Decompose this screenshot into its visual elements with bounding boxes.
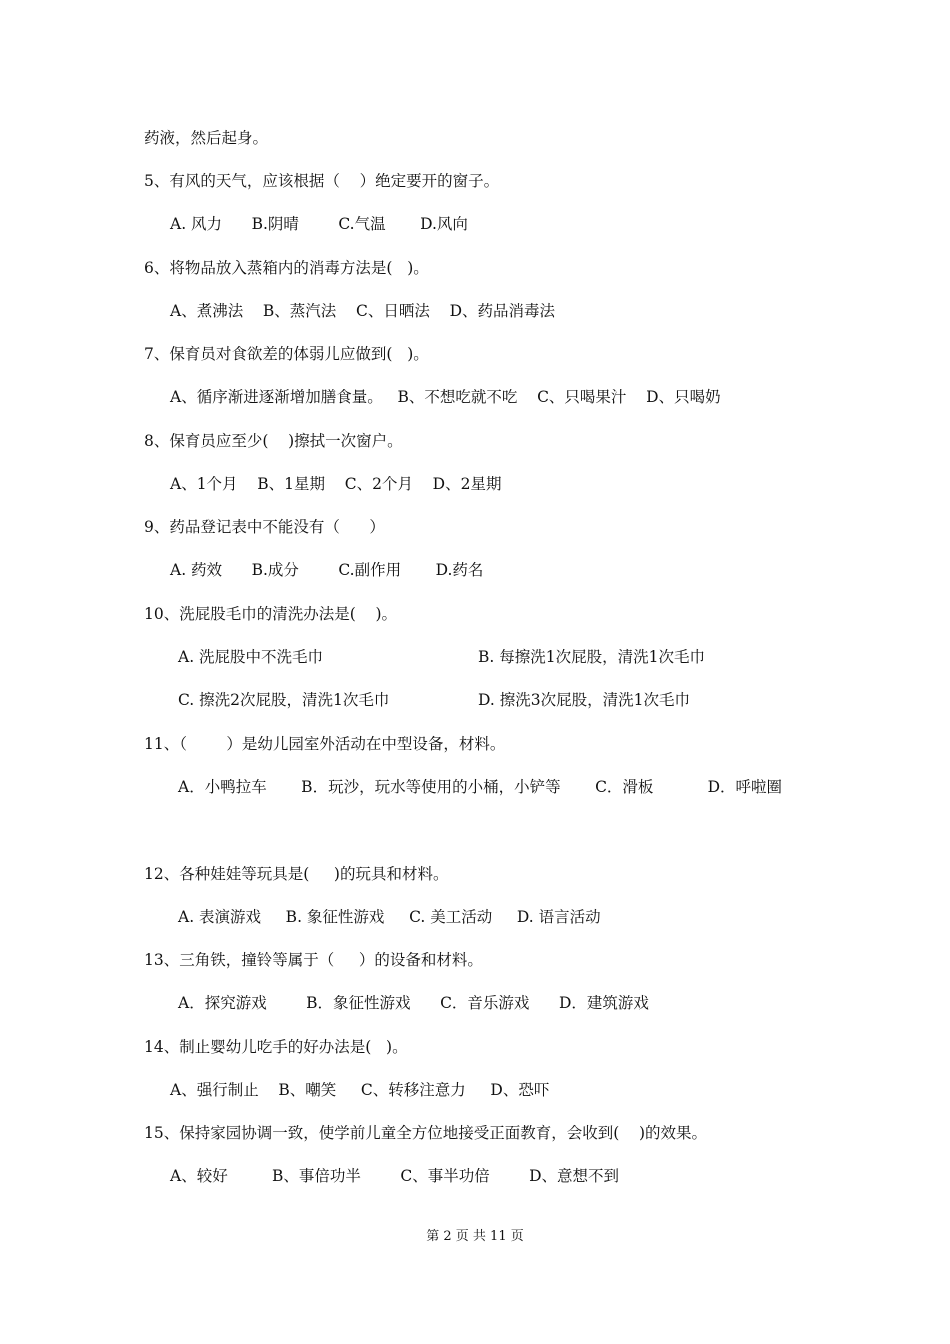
question-13: 13、三角铁，撞铃等属于（ ）的设备和材料。 — [144, 951, 483, 969]
question-11-options: A．小鸭拉车 B．玩沙，玩水等使用的小桶，小铲等 C．滑板 D．呼啦圈 — [178, 778, 783, 796]
question-9-options: A. 药效 B.成分 C.副作用 D.药名 — [170, 561, 484, 579]
question-8: 8、保育员应至少( )擦拭一次窗户。 — [144, 432, 403, 450]
question-9: 9、药品登记表中不能没有（ ） — [144, 518, 385, 536]
question-7: 7、保育员对食欲差的体弱儿应做到( )。 — [144, 345, 429, 363]
question-8-options: A、1个月 B、1星期 C、2个月 D、2星期 — [170, 475, 502, 493]
question-10-option-d: D. 擦洗3次屁股，清洗1次毛巾 — [478, 691, 690, 709]
question-6: 6、将物品放入蒸箱内的消毒方法是( )。 — [144, 259, 429, 277]
question-5: 5、有风的天气，应该根据（ ）绝定要开的窗子。 — [144, 172, 500, 190]
question-10-option-a: A. 洗屁股中不洗毛巾 — [178, 648, 324, 666]
question-11: 11、（ ）是幼儿园室外活动在中型设备，材料。 — [144, 735, 506, 753]
question-10: 10、洗屁股毛巾的清洗办法是( )。 — [144, 605, 398, 623]
question-10-option-c: C. 擦洗2次屁股，清洗1次毛巾 — [178, 691, 390, 709]
page-footer: 第 2 页 共 11 页 — [426, 1229, 524, 1244]
question-14: 14、制止婴幼儿吃手的好办法是( )。 — [144, 1038, 408, 1056]
question-15-options: A、较好 B、事倍功半 C、事半功倍 D、意想不到 — [170, 1167, 620, 1185]
question-14-options: A、强行制止 B、嘲笑 C、转移注意力 D、恐吓 — [170, 1081, 550, 1099]
question-12: 12、各种娃娃等玩具是( )的玩具和材料。 — [144, 865, 449, 883]
question-15: 15、保持家园协调一致，使学前儿童全方位地接受正面教育，会收到( )的效果。 — [144, 1124, 708, 1142]
question-5-options: A. 风力 B.阴晴 C.气温 D.风向 — [170, 215, 468, 233]
question-10-option-b: B. 每擦洗1次屁股，清洗1次毛巾 — [478, 648, 705, 666]
question-12-options: A. 表演游戏 B. 象征性游戏 C. 美工活动 D. 语言活动 — [178, 908, 601, 926]
question-13-options: A．探究游戏 B．象征性游戏 C．音乐游戏 D．建筑游戏 — [178, 994, 649, 1012]
text-line: 药液，然后起身。 — [144, 129, 269, 147]
question-6-options: A、煮沸法 B、蒸汽法 C、日晒法 D、药品消毒法 — [170, 302, 555, 320]
question-7-options: A、循序渐进逐渐增加膳食量。 B、不想吃就不吃 C、只喝果汁 D、只喝奶 — [170, 388, 721, 406]
